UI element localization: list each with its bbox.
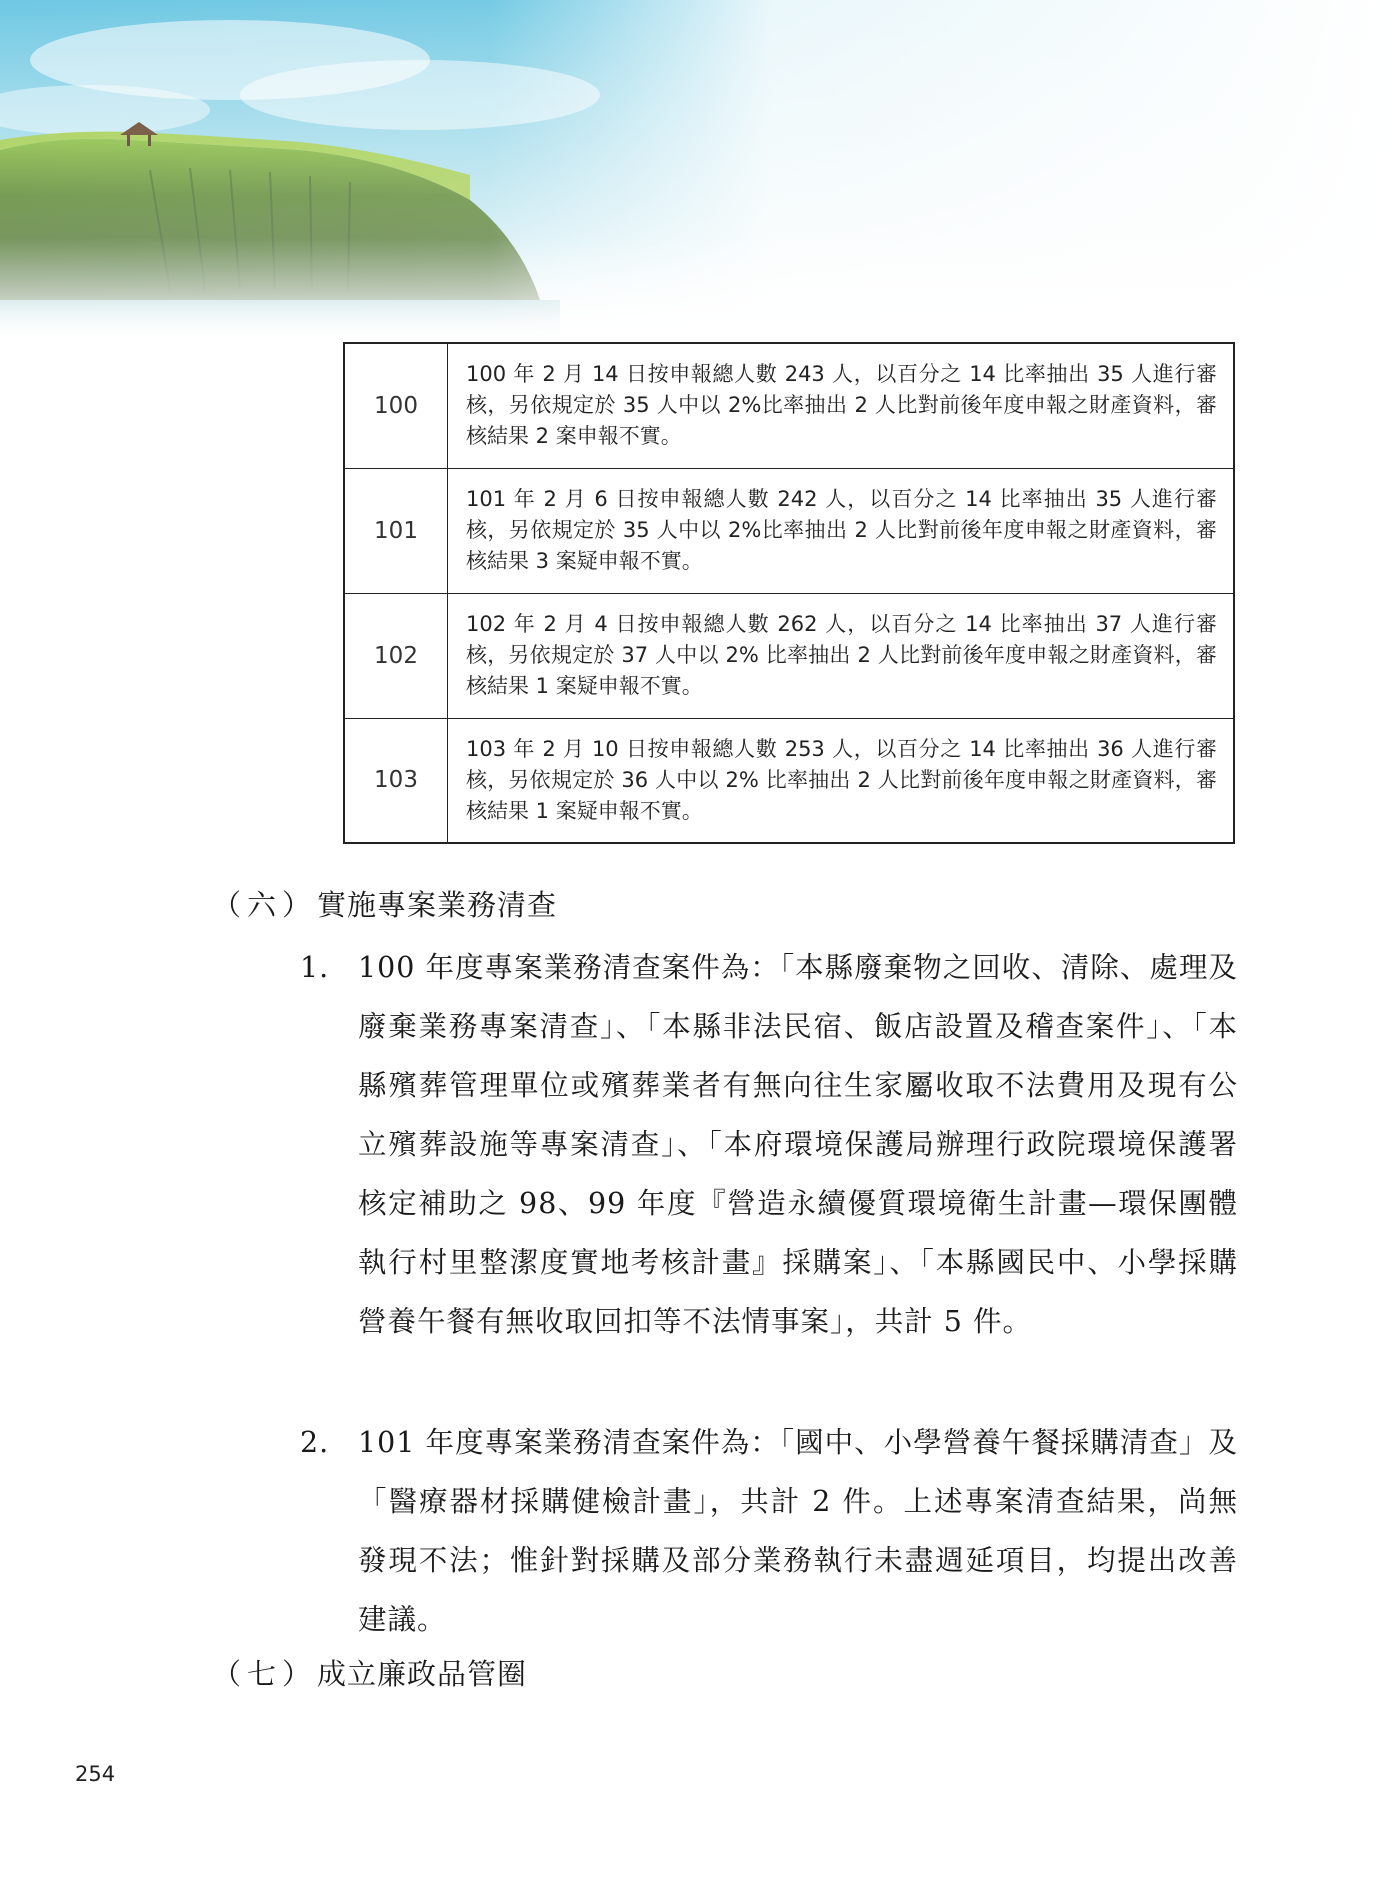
item-text: 100 年度專案業務清查案件為：「本縣廢棄物之回收、清除、處理及廢棄業務專案清查」、「本縣非法民宿、飯店設置及稽查案件」、「本縣殯葬管理單位或殯葬業者有無向往生家屬收取不法費用及現有公立殯葬設施等專案清查」、「本府環境保護局辦理行政院環境保護署核定補助之 98、99 年度『營造永續優質環境衛生計畫—環保團體執行村里整潔度實地考核計畫』採購案」、「本縣國民中、小學採購營養午餐有無收取回扣等不法情事案」，共計 5 件。 — [358, 951, 1238, 1338]
table-row — [344, 593, 1234, 718]
year-cell: 103 — [344, 718, 448, 843]
page-number: 254 — [75, 1762, 116, 1786]
section-7-marker: （七） — [212, 1657, 318, 1691]
description-cell: 100 年 2 月 14 日按申報總人數 243 人，以百分之 14 比率抽出 35 人進行審核，另依規定於 35 人中以 2%比率抽出 2 人比對前後年度申報之財產資料，審核結果 2 案申報不實。 — [448, 343, 1235, 468]
item-number: 1. — [300, 951, 330, 984]
section-6-title: 實施專案業務清查 — [317, 888, 558, 922]
asset-declaration-review-table — [343, 342, 1235, 844]
section-6-heading — [212, 883, 557, 924]
section-7-heading — [212, 1652, 527, 1693]
item-number: 2. — [300, 1426, 330, 1459]
year-cell: 101 — [344, 468, 448, 593]
description-cell: 103 年 2 月 10 日按申報總人數 253 人，以百分之 14 比率抽出 36 人進行審核，另依規定於 36 人中以 2% 比率抽出 2 人比對前後年度申報之財產資料，審核結果 1 案疑申報不實。 — [448, 718, 1235, 843]
description-cell: 101 年 2 月 6 日按申報總人數 242 人，以百分之 14 比率抽出 35 人進行審核，另依規定於 35 人中以 2%比率抽出 2 人比對前後年度申報之財產資料，審核結果 3 案疑申報不實。 — [448, 468, 1235, 593]
item-text: 101 年度專案業務清查案件為：「國中、小學營養午餐採購清查」及「醫療器材採購健檢計畫」，共計 2 件。上述專案清查結果，尚無發現不法；惟針對採購及部分業務執行未盡週延項目，均提出改善建議。 — [358, 1426, 1238, 1636]
year-cell: 102 — [344, 593, 448, 718]
header-landscape-illustration — [0, 0, 1400, 340]
section-6-marker: （六） — [212, 888, 318, 922]
table-row — [344, 468, 1234, 593]
section-6-item-1 — [300, 938, 1238, 1351]
section-6-item-2 — [300, 1413, 1238, 1649]
year-cell: 100 — [344, 343, 448, 468]
description-cell: 102 年 2 月 4 日按申報總人數 262 人，以百分之 14 比率抽出 37 人進行審核，另依規定於 37 人中以 2% 比率抽出 2 人比對前後年度申報之財產資料，審核結果 1 案疑申報不實。 — [448, 593, 1235, 718]
table-row — [344, 718, 1234, 843]
table-row — [344, 343, 1234, 468]
section-7-title: 成立廉政品管圈 — [317, 1657, 528, 1691]
